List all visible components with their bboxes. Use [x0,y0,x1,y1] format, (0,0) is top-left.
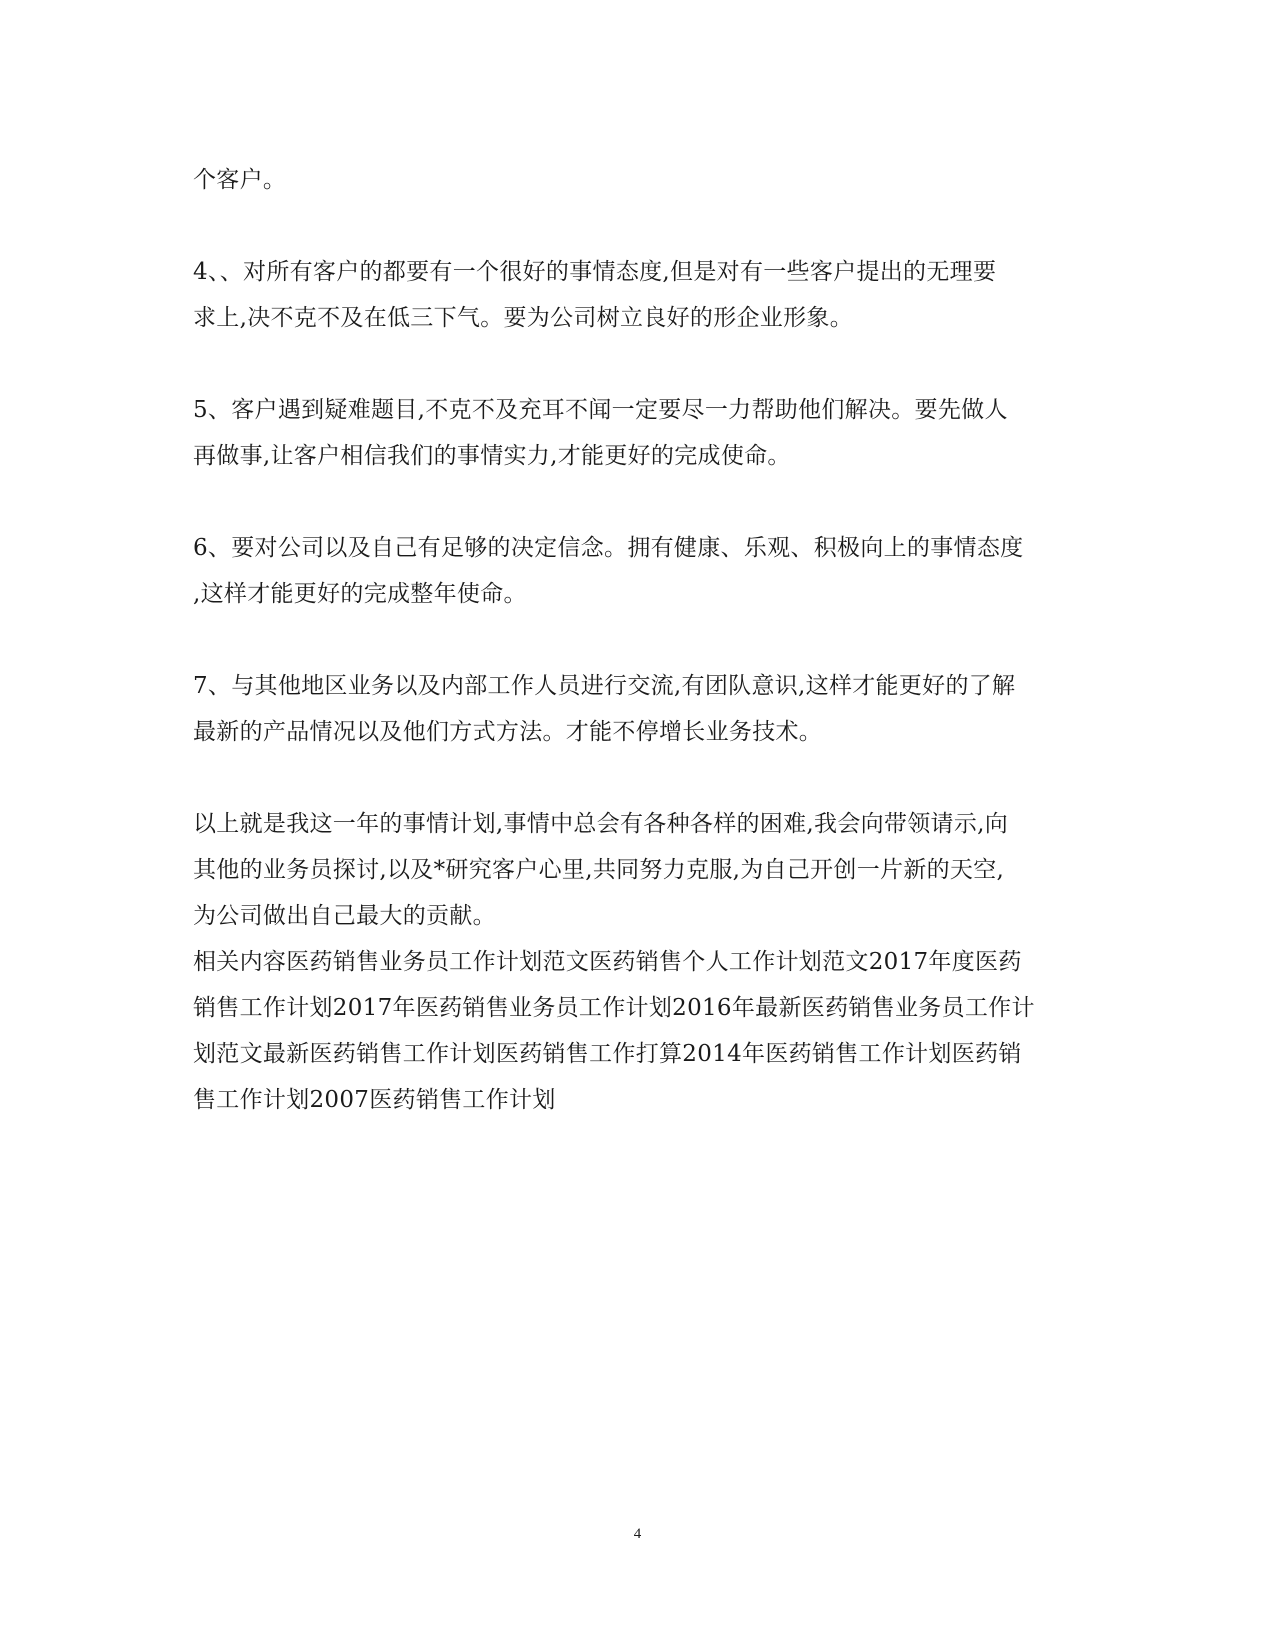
text-line: 4、、对所有客户的都要有一个很好的事情态度,但是对有一些客户提出的无理要 [193,259,997,285]
text-line: 为公司做出自己最大的贡献。 [193,903,496,929]
text-line: 其他的业务员探讨,以及*研究客户心里,共同努力克服,为自己开创一片新的天空, [193,857,1005,883]
text-line: 5、客户遇到疑难题目,不克不及充耳不闻一定要尽一力帮助他们解决。要先做人 [193,397,1008,423]
page-number: 4 [633,1526,642,1542]
text-line: 7、与其他地区业务以及内部工作人员进行交流,有团队意识,这样才能更好的了解 [193,673,1016,699]
related-line: 销售工作计划2017年医药销售业务员工作计划2016年最新医药销售业务员工作计 [193,995,1035,1021]
text-line: 再做事,让客户相信我们的事情实力,才能更好的完成使命。 [193,443,791,469]
related-line: 售工作计划2007医药销售工作计划 [193,1087,556,1113]
text-line: 最新的产品情况以及他们方式方法。才能不停增长业务技术。 [193,719,823,745]
text-line: 以上就是我这一年的事情计划,事情中总会有各种各样的困难,我会向带领请示,向 [193,811,1009,837]
text-line: 求上,决不克不及在低三下气。要为公司树立良好的形企业形象。 [193,305,854,331]
text-line: 个客户。 [193,167,287,193]
related-line: 划范文最新医药销售工作计划医药销售工作打算2014年医药销售工作计划医药销 [193,1041,1022,1067]
text-line: ,这样才能更好的完成整年使命。 [193,581,527,607]
text-line: 6、要对公司以及自己有足够的决定信念。拥有健康、乐观、积极向上的事情态度 [193,535,1024,561]
related-line: 相关内容医药销售业务员工作计划范文医药销售个人工作计划范文2017年度医药 [193,949,1022,975]
